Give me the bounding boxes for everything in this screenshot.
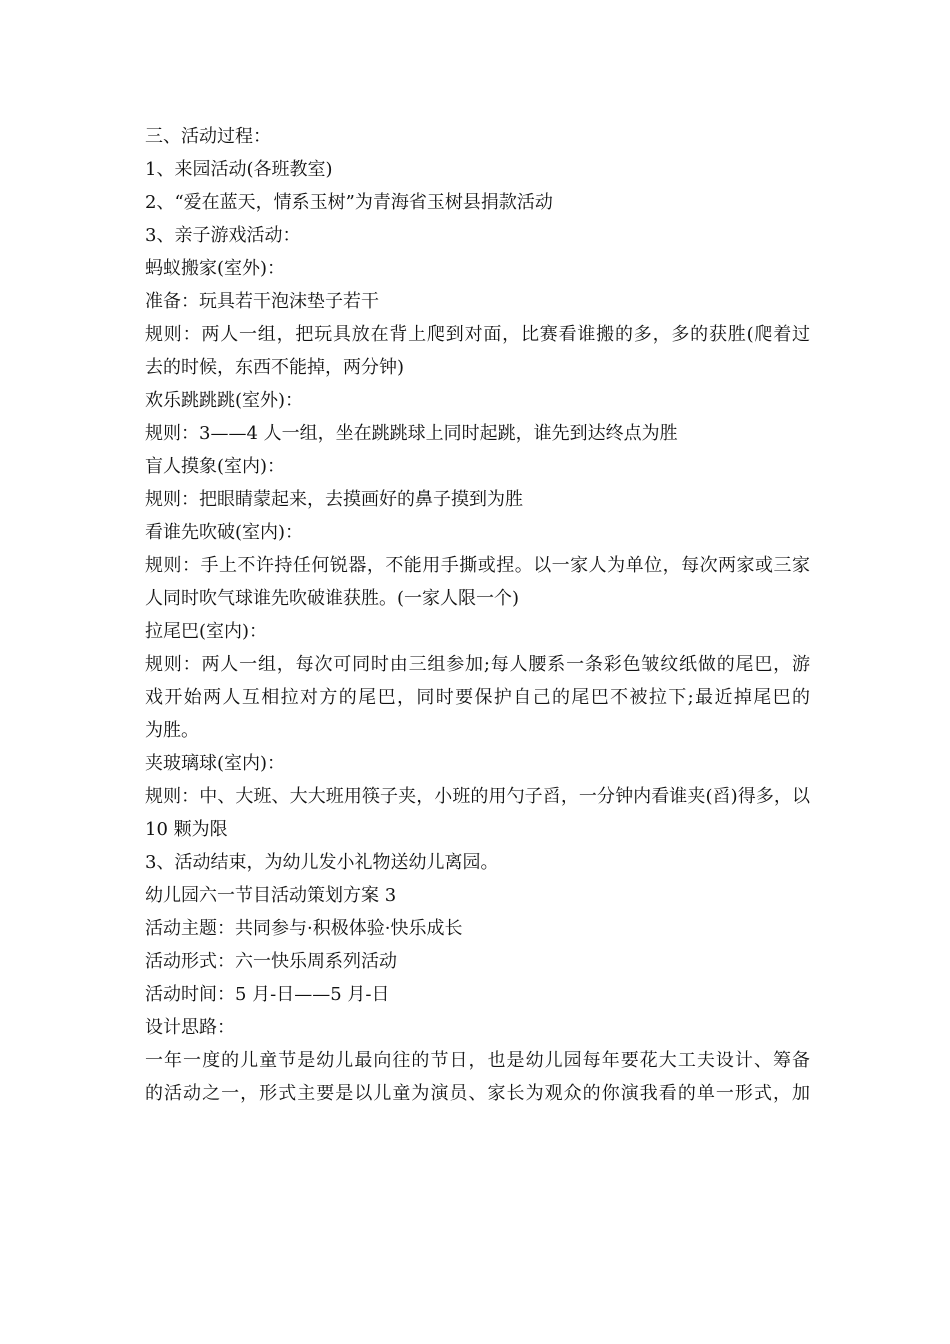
document-body	[145, 120, 810, 1110]
text-line: 规则：中、大班、大大班用筷子夹，小班的用勺子舀，一分钟内看谁夹(舀)得多，以	[145, 786, 810, 807]
text-line: 的活动之一，形式主要是以儿童为演员、家长为观众的你演我看的单一形式，加	[145, 1083, 810, 1104]
text-line: 三、活动过程：	[145, 126, 271, 147]
text-line: 人同时吹气球谁先吹破谁获胜。(一家人限一个)	[145, 588, 520, 609]
text-line: 拉尾巴(室内)：	[145, 621, 268, 642]
text-line: 10 颗为限	[145, 819, 228, 840]
text-line: 准备：玩具若干泡沫垫子若干	[145, 291, 379, 312]
text-line: 戏开始两人互相拉对方的尾巴，同时要保护自己的尾巴不被拉下;最近掉尾巴的	[145, 687, 810, 708]
text-line: 活动主题：共同参与·积极体验·快乐成长	[145, 918, 463, 939]
text-line: 3、活动结束，为幼儿发小礼物送幼儿离园。	[145, 852, 499, 873]
text-line: 3、亲子游戏活动：	[145, 225, 301, 246]
text-line: 规则：手上不许持任何锐器，不能用手撕或捏。以一家人为单位，每次两家或三家	[145, 555, 810, 576]
text-line: 幼儿园六一节目活动策划方案 3	[145, 885, 397, 906]
text-line: 盲人摸象(室内)：	[145, 456, 286, 477]
text-line: 2、“爱在蓝天，情系玉树”为青海省玉树县捐款活动	[145, 192, 553, 213]
text-line: 去的时候，东西不能掉，两分钟)	[145, 357, 405, 378]
text-line: 规则：3——4 人一组，坐在跳跳球上同时起跳，谁先到达终点为胜	[145, 423, 678, 444]
text-line: 为胜。	[145, 720, 199, 741]
text-line: 看谁先吹破(室内)：	[145, 522, 304, 543]
text-line: 欢乐跳跳跳(室外)：	[145, 390, 304, 411]
text-line: 1、来园活动(各班教室)	[145, 159, 333, 180]
text-line: 活动形式：六一快乐周系列活动	[145, 951, 397, 972]
text-line: 设计思路：	[145, 1017, 235, 1038]
text-line: 一年一度的儿童节是幼儿最向往的节日，也是幼儿园每年要花大工夫设计、筹备	[145, 1050, 810, 1071]
text-line: 规则：两人一组，每次可同时由三组参加;每人腰系一条彩色皱纹纸做的尾巴，游	[145, 654, 810, 675]
text-line: 规则：把眼睛蒙起来，去摸画好的鼻子摸到为胜	[145, 489, 523, 510]
text-line: 夹玻璃球(室内)：	[145, 753, 286, 774]
text-line: 规则：两人一组，把玩具放在背上爬到对面，比赛看谁搬的多，多的获胜(爬着过	[145, 324, 810, 345]
text-line: 蚂蚁搬家(室外)：	[145, 258, 286, 279]
text-line: 活动时间：5 月-日——5 月-日	[145, 984, 390, 1005]
